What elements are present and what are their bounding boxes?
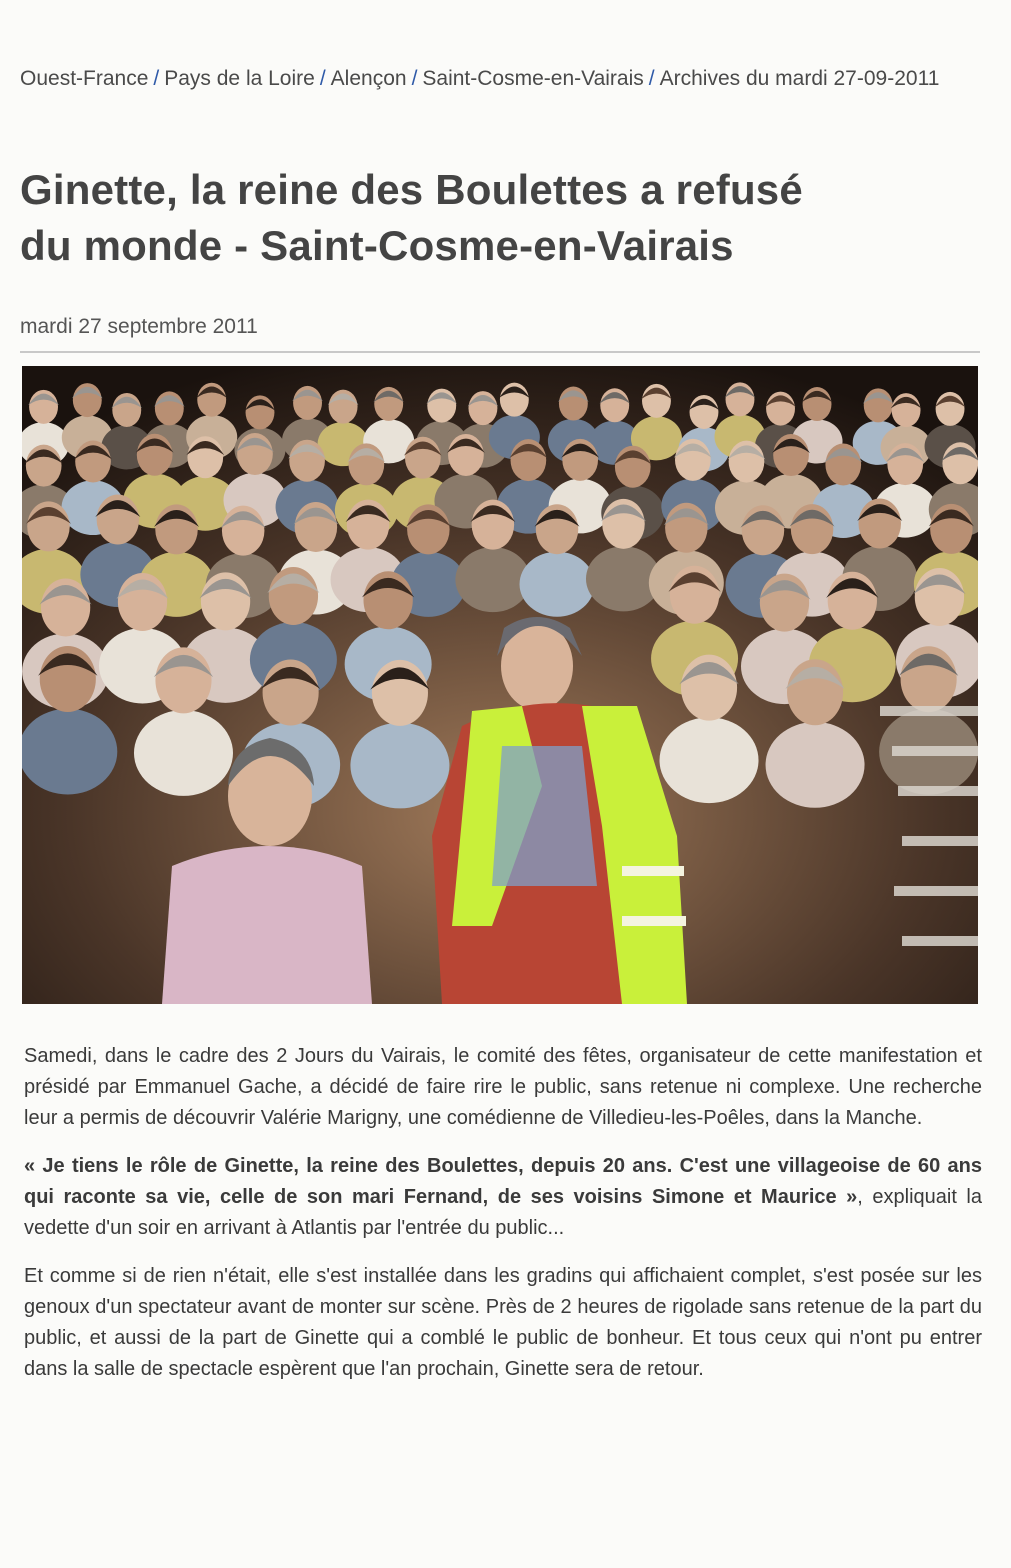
breadcrumb-link-alencon[interactable]: Alençon	[330, 67, 407, 90]
article-quote: « Je tiens le rôle de Ginette, la reine des Boulettes, depuis 20 ans. C'est une villageoise de 60 ans qui raconte sa vie, celle de son mari Fernand, de ses voisins Simone et Maurice »	[24, 1155, 982, 1208]
crowd-spectator-body	[660, 717, 759, 803]
article-date: mardi 27 septembre 2011	[20, 315, 258, 338]
breadcrumb-separator: /	[153, 67, 160, 90]
breadcrumb-separator: /	[319, 67, 326, 90]
article-title-line1: Ginette, la reine des Boulettes a refusé	[20, 166, 803, 213]
article-paragraph-2-rest: , expliquait la vedette d'un soir en arrivant à Atlantis par l'entrée du public...	[24, 1186, 982, 1239]
divider	[20, 351, 980, 353]
breadcrumb-separator: /	[411, 67, 418, 90]
article-photo	[22, 366, 978, 1004]
crowd-spectator-body	[134, 710, 233, 796]
breadcrumb	[20, 64, 970, 94]
crowd-spectator-body	[455, 547, 530, 612]
crowd-spectator-body	[520, 552, 595, 617]
article-title	[20, 162, 980, 274]
article-paragraph-1: Samedi, dans le cadre des 2 Jours du Vairais, le comité des fêtes, organisateur de cette manifestation et présidé par Emmanuel Gache, a décidé de faire rire le public, sans retenue ni complexe. Une recherche leur a permis de découvrir Valérie Marigny, une comédienne de Villedieu-les-Poêles, dans la Manche.	[24, 1045, 982, 1129]
breadcrumb-link-archives[interactable]: Archives du mardi 27-09-2011	[659, 67, 940, 90]
breadcrumb-link-pays-de-la-loire[interactable]: Pays de la Loire	[164, 67, 315, 90]
crowd-spectator-body	[766, 722, 865, 808]
breadcrumb-link-ouest-france[interactable]: Ouest-France	[20, 67, 149, 90]
crowd-spectator-body	[22, 709, 117, 795]
article-paragraph-2	[24, 1151, 982, 1244]
article-body	[24, 1041, 982, 1402]
crowd-spectator-body	[350, 723, 449, 809]
article-paragraph-3: Et comme si de rien n'était, elle s'est installée dans les gradins qui affichaient complet, s'est posée sur les genoux d'un spectateur avant de monter sur scène. Près de 2 heures de rigolade sans retenue de la part du public, et aussi de la part de Ginette qui a comblé le public de bonheur. Et tous ceux qui n'ont pu entrer dans la salle de spectacle espèrent que l'an prochain, Ginette sera de retour.	[24, 1265, 982, 1380]
breadcrumb-separator: /	[648, 67, 655, 90]
breadcrumb-link-saint-cosme[interactable]: Saint-Cosme-en-Vairais	[422, 67, 644, 90]
article-title-line2: du monde - Saint-Cosme-en-Vairais	[20, 222, 734, 269]
